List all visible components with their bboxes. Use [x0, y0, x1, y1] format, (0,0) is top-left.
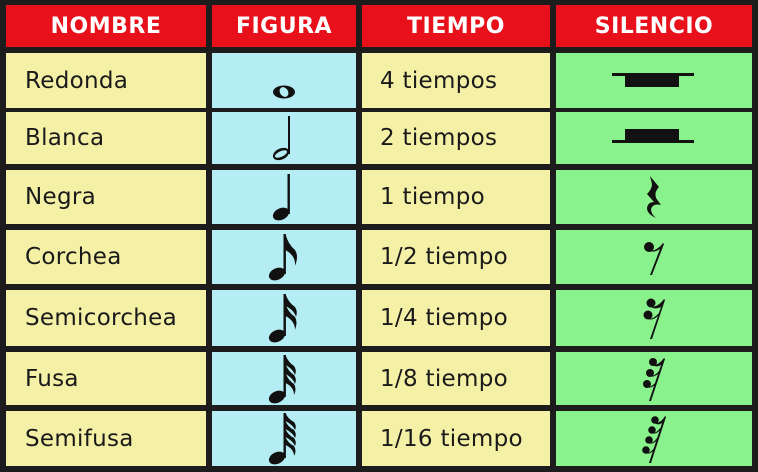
- row-name: Blanca: [6, 112, 206, 164]
- row-name: Semicorchea: [6, 290, 206, 346]
- half-note-icon: [264, 112, 304, 164]
- row-time: 4 tiempos: [362, 53, 550, 108]
- header-tiempo: TIEMPO: [362, 5, 550, 47]
- eighth-rest-icon: [639, 235, 669, 279]
- rest-cell: [556, 290, 752, 346]
- rest-cell: [556, 112, 752, 164]
- row-time: 1/4 tiempo: [362, 290, 550, 346]
- sixty-fourth-rest-icon: [638, 413, 670, 465]
- row-name: Negra: [6, 170, 206, 224]
- whole-note-icon: [264, 61, 304, 101]
- header-nombre: NOMBRE: [6, 5, 206, 47]
- sixteenth-rest-icon: [639, 293, 669, 343]
- row-name: Fusa: [6, 352, 206, 405]
- rest-cell: [556, 352, 752, 405]
- row-time: 1/2 tiempo: [362, 230, 550, 284]
- thirty-second-note-icon: [264, 352, 304, 405]
- thirty-second-rest-icon: [639, 354, 669, 404]
- quarter-note-icon: [264, 170, 304, 224]
- rest-cell: [556, 411, 752, 466]
- sixteenth-note-icon: [264, 290, 304, 346]
- whole-rest-icon: [609, 66, 699, 96]
- sixty-fourth-note-icon: [264, 411, 304, 466]
- figure-cell: [212, 352, 356, 405]
- row-time: 1/8 tiempo: [362, 352, 550, 405]
- figure-cell: [212, 170, 356, 224]
- row-name: Semifusa: [6, 411, 206, 466]
- row-time: 1 tiempo: [362, 170, 550, 224]
- rest-cell: [556, 230, 752, 284]
- figure-cell: [212, 230, 356, 284]
- row-name: Corchea: [6, 230, 206, 284]
- figure-cell: [212, 112, 356, 164]
- header-silencio: SILENCIO: [556, 5, 752, 47]
- rest-cell: [556, 53, 752, 108]
- eighth-note-icon: [264, 230, 304, 284]
- rest-cell: [556, 170, 752, 224]
- figure-cell: [212, 411, 356, 466]
- half-rest-icon: [609, 123, 699, 153]
- header-figura: FIGURA: [212, 5, 356, 47]
- row-time: 1/16 tiempo: [362, 411, 550, 466]
- figure-cell: [212, 290, 356, 346]
- row-time: 2 tiempos: [362, 112, 550, 164]
- quarter-rest-icon: [639, 172, 669, 222]
- row-name: Redonda: [6, 53, 206, 108]
- figure-cell: [212, 53, 356, 108]
